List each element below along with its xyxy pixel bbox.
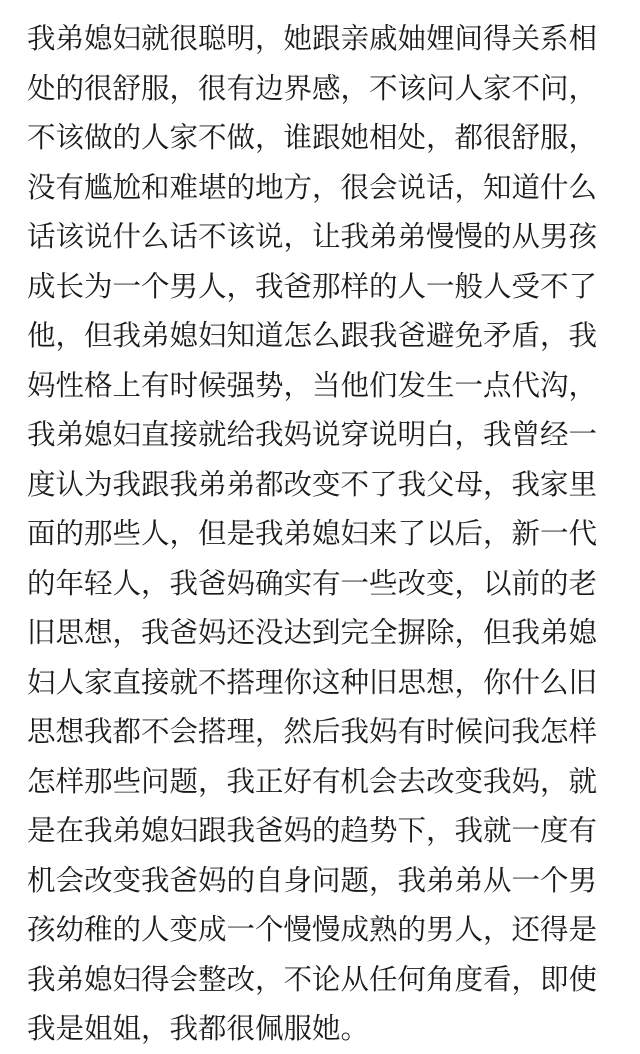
text-line: 我弟媳妇直接就给我妈说穿说明白，我曾经一 [27,418,598,451]
text-line: 妈性格上有时候强势，当他们发生一点代沟， [27,368,598,402]
text-line: 我弟媳妇得会整改，不论从任何角度看，即使 [27,962,598,996]
text-line: 没有尴尬和难堪的地方，很会说话，知道什么 [27,170,598,204]
text-line: 话该说什么话不该说，让我弟弟慢慢的从男孩 [27,220,598,253]
text-line: 我是姐姐，我都很佩服她。 [27,1012,370,1045]
text-line: 处的很舒服，很有边界感，不该问人家不问， [27,71,598,105]
text-line: 思想我都不会搭理，然后我妈有时候问我怎样 [27,715,598,748]
text-line: 度认为我跟我弟弟都改变不了我父母，我家里 [27,467,598,501]
text-line: 妇人家直接就不搭理你这种旧思想，你什么旧 [27,665,598,699]
text-body [27,14,627,1054]
text-line: 机会改变我爸妈的自身问题，我弟弟从一个男 [27,863,598,897]
text-line: 不该做的人家不做，谁跟她相处，都很舒服， [27,121,598,154]
text-line: 他，但我弟媳妇知道怎么跟我爸避免矛盾，我 [27,319,598,352]
text-line: 的年轻人，我爸妈确实有一些改变，以前的老 [27,566,598,600]
text-line: 孩幼稚的人变成一个慢慢成熟的男人，还得是 [27,913,598,946]
text-line: 旧思想，我爸妈还没达到完全摒除，但我弟媳 [27,616,598,649]
text-line: 怎样那些问题，我正好有机会去改变我妈，就 [27,764,598,798]
text-line: 是在我弟媳妇跟我爸妈的趋势下，我就一度有 [27,814,598,847]
text-line: 面的那些人，但是我弟媳妇来了以后，新一代 [27,517,598,550]
text-line: 成长为一个男人，我爸那样的人一般人受不了 [27,269,598,303]
text-line: 我弟媳妇就很聪明，她跟亲戚妯娌间得关系相 [27,22,598,55]
